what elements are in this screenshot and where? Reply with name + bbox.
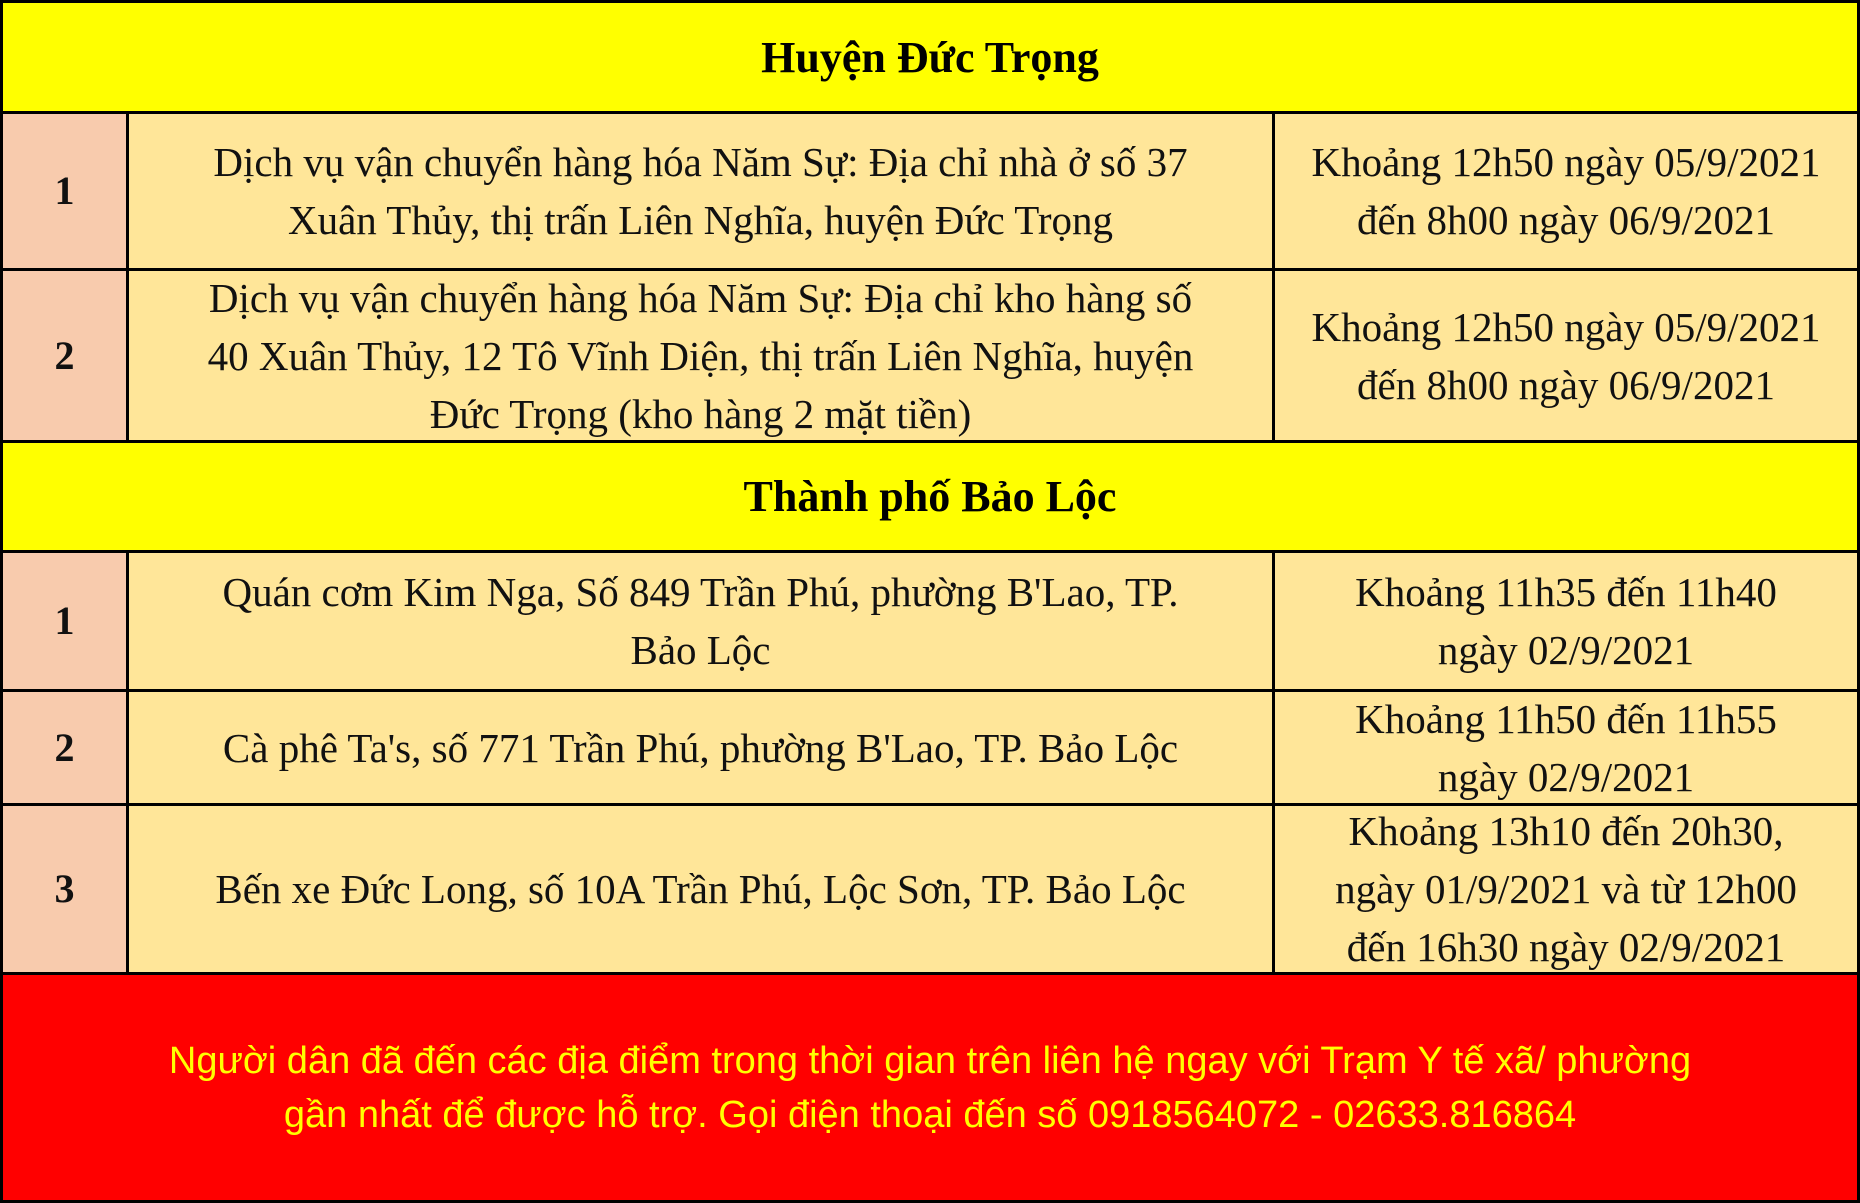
notice-line: gần nhất để được hỗ trợ. Gọi điện thoại đến số 0918564072 - 02633.816864 xyxy=(283,1093,1577,1136)
location-cell xyxy=(129,806,1275,972)
time-line: Khoảng 11h35 đến 11h40 xyxy=(1355,569,1777,615)
table-row xyxy=(3,271,1857,443)
time-line: ngày 02/9/2021 xyxy=(1437,627,1695,673)
location-line: Dịch vụ vận chuyển hàng hóa Năm Sự: Địa chỉ nhà ở số 37 xyxy=(213,139,1188,185)
table-row xyxy=(3,692,1857,806)
time-cell xyxy=(1275,114,1857,268)
section-title: Huyện Đức Trọng xyxy=(761,32,1099,82)
time-line: đến 8h00 ngày 06/9/2021 xyxy=(1357,197,1775,243)
row-number: 1 xyxy=(3,553,129,689)
table-row xyxy=(3,114,1857,271)
time-line: Khoảng 13h10 đến 20h30, xyxy=(1348,808,1784,854)
time-cell xyxy=(1275,553,1857,689)
contact-notice xyxy=(3,975,1857,1200)
time-line: ngày 02/9/2021 xyxy=(1437,753,1695,800)
section-header-duc-trong xyxy=(3,3,1857,114)
time-cell xyxy=(1275,692,1857,803)
location-line: Bảo Lộc xyxy=(630,627,771,673)
table-row xyxy=(3,553,1857,692)
row-number: 2 xyxy=(3,271,129,440)
location-cell xyxy=(129,553,1275,689)
time-line: đến 8h00 ngày 06/9/2021 xyxy=(1357,361,1775,408)
location-cell xyxy=(129,114,1275,268)
location-cell xyxy=(129,271,1275,440)
location-cell xyxy=(129,692,1275,803)
location-line: 40 Xuân Thủy, 12 Tô Vĩnh Diện, thị trấn Liên Nghĩa, huyện xyxy=(207,332,1194,379)
section-title: Thành phố Bảo Lộc xyxy=(743,472,1117,521)
location-line: Xuân Thủy, thị trấn Liên Nghĩa, huyện Đức Trọng xyxy=(287,197,1114,243)
time-cell xyxy=(1275,271,1857,440)
time-cell xyxy=(1275,806,1857,972)
location-line: Dịch vụ vận chuyển hàng hóa Năm Sự: Địa chỉ kho hàng số xyxy=(208,274,1193,321)
time-line: ngày 01/9/2021 và từ 12h00 xyxy=(1335,866,1797,912)
table-row xyxy=(3,806,1857,975)
location-line: Cà phê Ta's, số 771 Trần Phú, phường B'Lao, TP. Bảo Lộc xyxy=(222,724,1179,771)
time-line: Khoảng 11h50 đến 11h55 xyxy=(1355,695,1777,742)
section-header-bao-loc xyxy=(3,443,1857,553)
row-number: 3 xyxy=(3,806,129,972)
location-line: Đức Trọng (kho hàng 2 mặt tiền) xyxy=(429,390,972,437)
row-number: 2 xyxy=(3,692,129,803)
time-line: đến 16h30 ngày 02/9/2021 xyxy=(1346,924,1786,970)
row-number: 1 xyxy=(3,114,129,268)
location-line: Bến xe Đức Long, số 10A Trần Phú, Lộc Sơn, TP. Bảo Lộc xyxy=(215,866,1186,912)
location-line: Quán cơm Kim Nga, Số 849 Trần Phú, phường B'Lao, TP. xyxy=(222,569,1179,615)
time-line: Khoảng 12h50 ngày 05/9/2021 xyxy=(1311,303,1821,350)
time-line: Khoảng 12h50 ngày 05/9/2021 xyxy=(1311,139,1821,185)
notice-line: Người dân đã đến các địa điểm trong thời gian trên liên hệ ngay với Trạm Y tế xã/ phường xyxy=(168,1039,1692,1082)
